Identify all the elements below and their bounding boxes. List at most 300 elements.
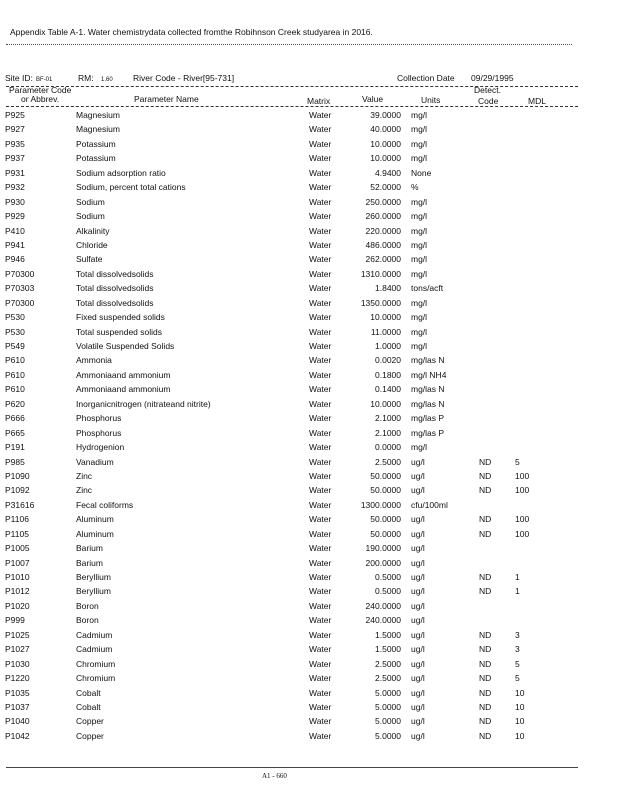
- cell-matrix: Water: [309, 153, 332, 164]
- cell-units: %: [411, 182, 419, 193]
- cell-parameter-name: Total dissolvedsolids: [76, 268, 154, 279]
- cell-parameter-code: P1005: [5, 543, 30, 554]
- cell-units: mg/l: [411, 268, 428, 279]
- cell-parameter-name: Vanadium: [76, 456, 114, 467]
- cell-matrix: Water: [309, 124, 332, 135]
- cell-matrix: Water: [309, 326, 332, 337]
- cell-value: 1.5000: [375, 644, 401, 655]
- cell-mdl: 100: [515, 485, 530, 496]
- cell-value: 486.0000: [365, 239, 401, 250]
- title-divider: [6, 44, 572, 45]
- cell-parameter-name: Sodium: [76, 211, 105, 222]
- cell-parameter-code: P610: [5, 369, 25, 380]
- header-top-dashed-line: [6, 86, 578, 87]
- cell-parameter-code: P1010: [5, 572, 30, 582]
- page-number: A1 - 660: [262, 772, 287, 780]
- cell-value: 4.9400: [375, 167, 401, 178]
- table-row: [0, 210, 618, 224]
- rm-value: 1.60: [101, 77, 113, 83]
- cell-parameter-name: Sodium adsorption ratio: [76, 167, 166, 178]
- cell-parameter-name: Copper: [76, 730, 104, 741]
- table-row: [0, 225, 618, 239]
- cell-matrix: Water: [309, 110, 332, 120]
- cell-parameter-name: Cadmium: [76, 644, 113, 655]
- cell-mdl: 5: [515, 658, 520, 669]
- cell-parameter-name: Beryllium: [76, 586, 111, 597]
- cell-parameter-name: Hydrogenion: [76, 442, 125, 453]
- table-row: [0, 542, 618, 556]
- cell-matrix: Water: [309, 312, 332, 323]
- cell-mdl: 1: [515, 586, 520, 597]
- cell-value: 2.5000: [375, 456, 401, 467]
- cell-parameter-code: P1020: [5, 600, 30, 611]
- cell-parameter-name: Alkalinity: [76, 225, 110, 236]
- cell-units: ug/l: [411, 644, 425, 655]
- cell-parameter-code: P1090: [5, 470, 30, 481]
- cell-detect-code: ND: [479, 658, 492, 669]
- cell-detect-code: ND: [479, 629, 492, 640]
- cell-parameter-code: P1025: [5, 629, 30, 640]
- cell-units: ug/l: [411, 701, 425, 712]
- collection-date-value: 09/29/1995: [471, 73, 514, 83]
- cell-matrix: Water: [309, 673, 332, 684]
- cell-parameter-name: Ammoniaand ammonium: [76, 369, 171, 380]
- table-row: [0, 268, 618, 282]
- cell-matrix: Water: [309, 528, 332, 539]
- cell-units: ug/l: [411, 687, 425, 698]
- cell-value: 0.1800: [375, 369, 401, 380]
- cell-value: 250.0000: [365, 196, 401, 207]
- cell-value: 0.5000: [375, 572, 401, 582]
- site-id-label: Site ID:: [5, 73, 33, 83]
- cell-mdl: 3: [515, 644, 520, 655]
- cell-detect-code: ND: [479, 701, 492, 712]
- cell-units: ug/l: [411, 456, 425, 467]
- cell-parameter-name: Potassium: [76, 153, 116, 164]
- cell-units: mg/l: [411, 225, 428, 236]
- cell-mdl: 100: [515, 514, 530, 525]
- cell-value: 52.0000: [370, 182, 401, 193]
- cell-parameter-code: P70303: [5, 283, 35, 294]
- cell-value: 1310.0000: [360, 268, 401, 279]
- table-row: [0, 138, 618, 152]
- cell-matrix: Water: [309, 485, 332, 496]
- table-row: [0, 571, 618, 585]
- cell-parameter-code: P930: [5, 196, 25, 207]
- header-detect-line1: Detect.: [474, 85, 501, 95]
- cell-parameter-name: Total dissolvedsolids: [76, 297, 154, 308]
- cell-value: 260.0000: [365, 211, 401, 222]
- table-row: [0, 441, 618, 455]
- cell-mdl: 10: [515, 701, 525, 712]
- cell-parameter-code: P549: [5, 341, 25, 351]
- cell-parameter-name: Chromium: [76, 658, 116, 669]
- cell-units: ug/l: [411, 528, 425, 539]
- cell-units: ug/l: [411, 543, 425, 554]
- cell-value: 1.0000: [375, 341, 401, 351]
- cell-value: 1350.0000: [360, 297, 401, 308]
- cell-parameter-name: Total dissolvedsolids: [76, 283, 154, 294]
- table-row: [0, 167, 618, 181]
- cell-parameter-name: Phosphorus: [76, 427, 122, 438]
- cell-parameter-name: Barium: [76, 557, 103, 568]
- cell-units: mg/l: [411, 254, 428, 265]
- cell-units: ug/l: [411, 572, 425, 582]
- cell-value: 200.0000: [365, 557, 401, 568]
- cell-matrix: Water: [309, 369, 332, 380]
- cell-units: ug/l: [411, 615, 425, 626]
- cell-matrix: Water: [309, 470, 332, 481]
- cell-units: ug/l: [411, 600, 425, 611]
- cell-value: 50.0000: [370, 485, 401, 496]
- cell-units: mg/las P: [411, 427, 445, 438]
- cell-units: ug/l: [411, 673, 425, 684]
- cell-parameter-code: P1007: [5, 557, 30, 568]
- cell-units: mg/las N: [411, 355, 445, 366]
- cell-matrix: Water: [309, 644, 332, 655]
- cell-parameter-code: P665: [5, 427, 25, 438]
- cell-matrix: Water: [309, 600, 332, 611]
- cell-parameter-code: P70300: [5, 297, 35, 308]
- cell-parameter-name: Magnesium: [76, 110, 120, 120]
- cell-value: 10.0000: [370, 312, 401, 323]
- cell-parameter-name: Zinc: [76, 485, 93, 496]
- table-row: [0, 499, 618, 513]
- cell-matrix: Water: [309, 687, 332, 698]
- cell-matrix: Water: [309, 398, 332, 409]
- header-bottom-dashed-line: [6, 106, 578, 107]
- cell-mdl: 3: [515, 629, 520, 640]
- table-row: [0, 196, 618, 210]
- river-code: River Code - River[95-731]: [133, 73, 235, 83]
- table-row: [0, 484, 618, 498]
- table-row: [0, 383, 618, 397]
- table-row: [0, 513, 618, 527]
- cell-parameter-code: P985: [5, 456, 25, 467]
- cell-matrix: Water: [309, 658, 332, 669]
- cell-mdl: 1: [515, 572, 520, 582]
- cell-parameter-name: Aluminum: [76, 528, 114, 539]
- cell-value: 5.0000: [375, 701, 401, 712]
- cell-units: mg/l: [411, 239, 428, 250]
- table-row: [0, 629, 618, 643]
- cell-parameter-code: P410: [5, 225, 25, 236]
- table-row: [0, 585, 618, 599]
- cell-parameter-name: Sodium, percent total cations: [76, 182, 186, 193]
- cell-parameter-name: Chromium: [76, 673, 116, 684]
- cell-matrix: Water: [309, 456, 332, 467]
- cell-parameter-code: P925: [5, 110, 25, 120]
- cell-parameter-code: P1040: [5, 716, 30, 727]
- cell-matrix: Water: [309, 355, 332, 366]
- cell-value: 2.5000: [375, 673, 401, 684]
- cell-parameter-code: P610: [5, 355, 25, 366]
- header-parameter-name: Parameter Name: [134, 94, 199, 104]
- cell-parameter-name: Volatile Suspended Solids: [76, 341, 175, 351]
- cell-parameter-code: P1220: [5, 673, 30, 684]
- cell-detect-code: ND: [479, 456, 492, 467]
- cell-value: 10.0000: [370, 398, 401, 409]
- cell-parameter-code: P929: [5, 211, 25, 222]
- cell-units: mg/l: [411, 297, 428, 308]
- cell-parameter-name: Sulfate: [76, 254, 103, 265]
- cell-parameter-code: P1027: [5, 644, 30, 655]
- cell-parameter-name: Potassium: [76, 138, 116, 149]
- cell-matrix: Water: [309, 427, 332, 438]
- cell-parameter-code: P927: [5, 124, 25, 135]
- cell-mdl: 5: [515, 456, 520, 467]
- cell-detect-code: ND: [479, 716, 492, 727]
- table-row: [0, 340, 618, 354]
- cell-value: 40.0000: [370, 124, 401, 135]
- data-table-body: [0, 109, 618, 744]
- cell-detect-code: ND: [479, 470, 492, 481]
- cell-matrix: Water: [309, 283, 332, 294]
- cell-units: ug/l: [411, 586, 425, 597]
- cell-parameter-name: Total suspended solids: [76, 326, 163, 337]
- cell-parameter-name: Cadmium: [76, 629, 113, 640]
- cell-value: 11.0000: [370, 326, 401, 337]
- rm-label: RM:: [78, 73, 94, 83]
- cell-matrix: Water: [309, 413, 332, 424]
- cell-parameter-code: P191: [5, 442, 25, 453]
- cell-parameter-name: Chloride: [76, 239, 108, 250]
- cell-matrix: Water: [309, 182, 332, 193]
- cell-value: 262.0000: [365, 254, 401, 265]
- cell-value: 0.0000: [375, 442, 401, 453]
- cell-matrix: Water: [309, 196, 332, 207]
- cell-matrix: Water: [309, 225, 332, 236]
- footer-rule: [6, 767, 578, 768]
- cell-value: 10.0000: [370, 153, 401, 164]
- cell-value: 10.0000: [370, 138, 401, 149]
- table-row: [0, 412, 618, 426]
- cell-parameter-name: Cobalt: [76, 701, 101, 712]
- cell-matrix: Water: [309, 341, 332, 351]
- table-row: [0, 528, 618, 542]
- cell-parameter-code: P1030: [5, 658, 30, 669]
- cell-units: mg/l: [411, 211, 428, 222]
- cell-matrix: Water: [309, 586, 332, 597]
- cell-parameter-name: Cobalt: [76, 687, 101, 698]
- cell-units: mg/l: [411, 326, 428, 337]
- collection-date-label: Collection Date: [397, 73, 455, 83]
- cell-value: 5.0000: [375, 716, 401, 727]
- cell-parameter-name: Beryllium: [76, 572, 111, 582]
- cell-parameter-code: P1012: [5, 586, 30, 597]
- table-row: [0, 614, 618, 628]
- cell-value: 39.0000: [370, 110, 401, 120]
- cell-matrix: Water: [309, 716, 332, 727]
- cell-units: ug/l: [411, 629, 425, 640]
- cell-units: mg/l NH4: [411, 369, 447, 380]
- cell-value: 1.5000: [375, 629, 401, 640]
- cell-mdl: 5: [515, 673, 520, 684]
- cell-parameter-code: P620: [5, 398, 25, 409]
- cell-units: ug/l: [411, 716, 425, 727]
- cell-units: ug/l: [411, 470, 425, 481]
- cell-parameter-name: Boron: [76, 600, 99, 611]
- cell-units: mg/las N: [411, 384, 445, 395]
- cell-matrix: Water: [309, 268, 332, 279]
- cell-value: 2.1000: [375, 427, 401, 438]
- cell-units: ug/l: [411, 514, 425, 525]
- cell-parameter-code: P1105: [5, 528, 29, 539]
- header-value: Value: [362, 94, 384, 104]
- cell-parameter-name: Fecal coliforms: [76, 499, 134, 510]
- cell-value: 190.0000: [365, 543, 401, 554]
- cell-detect-code: ND: [479, 572, 492, 582]
- cell-parameter-code: P1092: [5, 485, 30, 496]
- cell-mdl: 10: [515, 687, 525, 698]
- cell-detect-code: ND: [479, 528, 492, 539]
- cell-value: 2.1000: [375, 413, 401, 424]
- table-row: [0, 152, 618, 166]
- cell-value: 1300.0000: [360, 499, 401, 510]
- table-row: [0, 311, 618, 325]
- header-units: Units: [421, 95, 441, 105]
- cell-value: 220.0000: [365, 225, 401, 236]
- cell-mdl: 10: [515, 730, 525, 741]
- cell-parameter-name: Sodium: [76, 196, 105, 207]
- cell-value: 50.0000: [370, 514, 401, 525]
- cell-parameter-code: P937: [5, 153, 25, 164]
- cell-detect-code: ND: [479, 644, 492, 655]
- cell-units: ug/l: [411, 658, 425, 669]
- cell-matrix: Water: [309, 543, 332, 554]
- header-mdl: MDL: [528, 96, 546, 106]
- table-row: [0, 326, 618, 340]
- cell-parameter-code: P931: [5, 167, 25, 178]
- cell-matrix: Water: [309, 730, 332, 741]
- cell-parameter-name: Barium: [76, 543, 103, 554]
- cell-value: 5.0000: [375, 687, 401, 698]
- cell-value: 5.0000: [375, 730, 401, 741]
- cell-matrix: Water: [309, 514, 332, 525]
- cell-detect-code: ND: [479, 687, 492, 698]
- site-id-value: BF-01: [36, 77, 53, 83]
- cell-parameter-code: P1042: [5, 730, 30, 741]
- cell-matrix: Water: [309, 211, 332, 222]
- cell-units: ug/l: [411, 557, 425, 568]
- cell-value: 240.0000: [365, 600, 401, 611]
- cell-units: mg/l: [411, 110, 428, 120]
- cell-value: 50.0000: [370, 470, 401, 481]
- header-code-line2: or Abbrev.: [21, 94, 60, 104]
- cell-parameter-code: P941: [5, 239, 25, 250]
- cell-value: 1.8400: [375, 283, 401, 294]
- table-row: [0, 687, 618, 701]
- cell-units: mg/las N: [411, 398, 445, 409]
- cell-parameter-code: P666: [5, 413, 25, 424]
- cell-units: mg/l: [411, 153, 428, 164]
- cell-parameter-code: P1106: [5, 514, 29, 525]
- cell-parameter-name: Aluminum: [76, 514, 114, 525]
- cell-mdl: 100: [515, 470, 530, 481]
- cell-matrix: Water: [309, 167, 332, 178]
- cell-units: mg/l: [411, 341, 428, 351]
- cell-detect-code: ND: [479, 586, 492, 597]
- table-row: [0, 701, 618, 715]
- cell-parameter-name: Boron: [76, 615, 99, 626]
- cell-units: ug/l: [411, 730, 425, 741]
- cell-parameter-name: Fixed suspended solids: [76, 312, 165, 323]
- table-row: [0, 600, 618, 614]
- cell-value: 0.0020: [375, 355, 401, 366]
- cell-units: cfu/100ml: [411, 499, 448, 510]
- cell-parameter-code: P1037: [5, 701, 30, 712]
- cell-detect-code: ND: [479, 730, 492, 741]
- cell-parameter-name: Phosphorus: [76, 413, 122, 424]
- cell-units: mg/l: [411, 196, 428, 207]
- cell-units: tons/acft: [411, 283, 444, 294]
- cell-parameter-code: P932: [5, 182, 25, 193]
- table-row: [0, 672, 618, 686]
- cell-detect-code: ND: [479, 673, 492, 684]
- table-row: [0, 643, 618, 657]
- cell-mdl: 100: [515, 528, 530, 539]
- cell-units: None: [411, 167, 432, 178]
- cell-matrix: Water: [309, 615, 332, 626]
- cell-matrix: Water: [309, 499, 332, 510]
- cell-parameter-name: Copper: [76, 716, 104, 727]
- cell-matrix: Water: [309, 701, 332, 712]
- cell-parameter-code: P70300: [5, 268, 35, 279]
- cell-parameter-code: P935: [5, 138, 25, 149]
- cell-value: 240.0000: [365, 615, 401, 626]
- cell-matrix: Water: [309, 442, 332, 453]
- table-row: [0, 730, 618, 744]
- header-code-line1: Parameter Code: [9, 85, 72, 95]
- cell-units: mg/l: [411, 442, 428, 453]
- cell-parameter-name: Ammoniaand ammonium: [76, 384, 171, 395]
- table-row: [0, 239, 618, 253]
- table-row: [0, 470, 618, 484]
- cell-matrix: Water: [309, 572, 332, 582]
- table-row: [0, 369, 618, 383]
- cell-matrix: Water: [309, 557, 332, 568]
- cell-matrix: Water: [309, 138, 332, 149]
- table-row: [0, 427, 618, 441]
- table-row: [0, 297, 618, 311]
- table-row: [0, 557, 618, 571]
- cell-units: mg/l: [411, 124, 428, 135]
- cell-parameter-name: Ammonia: [76, 355, 112, 366]
- cell-matrix: Water: [309, 297, 332, 308]
- table-row: [0, 398, 618, 412]
- cell-matrix: Water: [309, 254, 332, 265]
- cell-units: mg/l: [411, 138, 428, 149]
- cell-value: 50.0000: [370, 528, 401, 539]
- cell-matrix: Water: [309, 384, 332, 395]
- cell-units: mg/las P: [411, 413, 445, 424]
- table-row: [0, 282, 618, 296]
- table-row: [0, 253, 618, 267]
- cell-parameter-name: Zinc: [76, 470, 93, 481]
- cell-parameter-code: P530: [5, 326, 25, 337]
- table-row: [0, 123, 618, 137]
- cell-parameter-name: Inorganicnitrogen (nitrateand nitrite): [76, 398, 211, 409]
- cell-value: 0.5000: [375, 586, 401, 597]
- cell-value: 0.1400: [375, 384, 401, 395]
- table-row: [0, 109, 618, 123]
- cell-matrix: Water: [309, 239, 332, 250]
- cell-value: 2.5000: [375, 658, 401, 669]
- table-row: [0, 354, 618, 368]
- cell-parameter-code: P999: [5, 615, 25, 626]
- cell-units: mg/l: [411, 312, 428, 323]
- cell-parameter-name: Magnesium: [76, 124, 120, 135]
